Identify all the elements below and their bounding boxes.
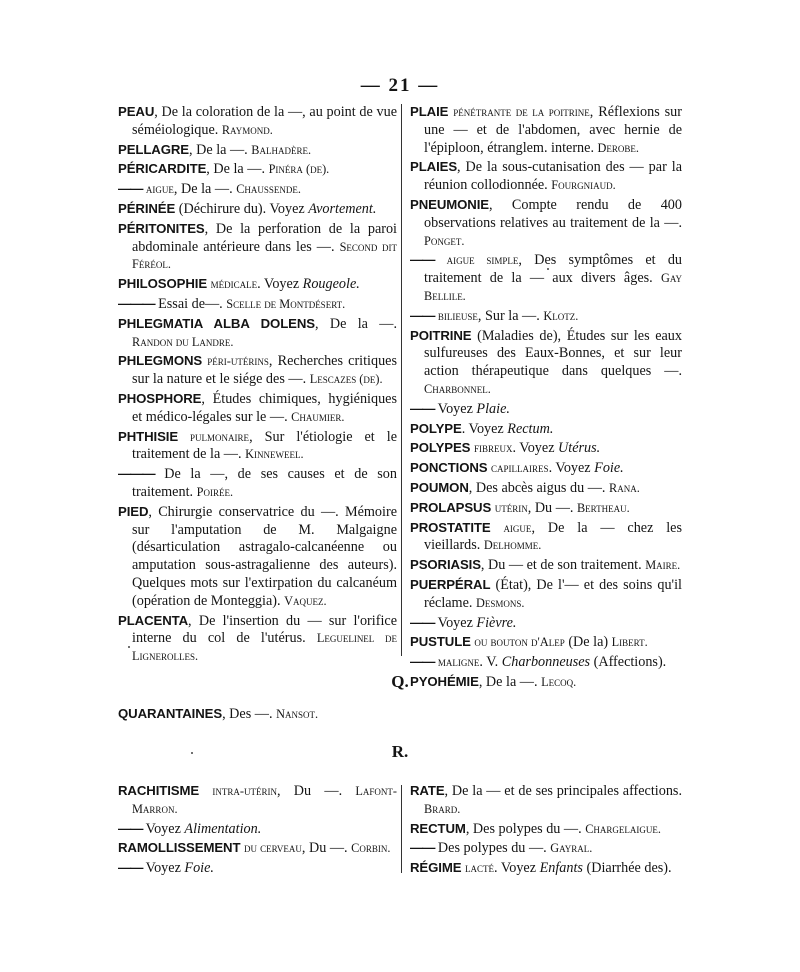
entry-cross-reference: Plaie. xyxy=(476,400,510,417)
entry-qualifier: intra-utérin xyxy=(212,784,277,798)
entry-text: , De la —. xyxy=(478,673,538,690)
section-r-left-column xyxy=(118,782,397,879)
entry-heading: PLAIE xyxy=(410,104,449,119)
entry-heading: —— xyxy=(118,181,143,197)
entry-qualifier: pénétrante de la poitrine xyxy=(453,105,590,119)
entry-author: Klotz. xyxy=(543,308,579,323)
entry-text: Voyez xyxy=(434,614,473,631)
entry-heading: —— xyxy=(410,614,435,630)
entry-heading: —— xyxy=(410,840,435,856)
index-entry xyxy=(410,653,682,672)
index-entry xyxy=(118,839,397,858)
entry-text: , De la — chez les vieillards. xyxy=(424,519,682,554)
entry-text: , Du — et de son traitement. xyxy=(480,557,642,574)
section-letter-r: R. xyxy=(391,742,409,761)
entry-text: , De la perforation de la paroi abdominale antérieure dans les —. xyxy=(132,220,397,255)
entry-author: Derobe. xyxy=(597,140,640,155)
entry-author: Kinneweel. xyxy=(245,447,304,462)
entry-author: Ponget. xyxy=(424,233,465,248)
entry-text: (Maladies de), Études sur les eaux sulfureuses des Eaux-Bonnes, et sur leur action thérapeutique dans quelques —. xyxy=(424,327,682,380)
entry-heading: RAMOLLISSEMENT xyxy=(118,840,241,856)
entry-heading: —— xyxy=(410,654,435,670)
entry-text: , Du —. xyxy=(301,840,348,857)
entry-qualifier: pulmonaire xyxy=(190,429,250,444)
print-speck xyxy=(547,268,549,270)
entry-heading: RATE xyxy=(410,783,445,798)
entry-text: Voyez xyxy=(142,860,181,877)
entry-heading: —— xyxy=(410,307,435,323)
index-entry xyxy=(410,158,682,195)
entry-qualifier: fibreux xyxy=(473,441,513,456)
entry-author: Second dit Féréol. xyxy=(132,239,397,272)
entry-heading: RACHITISME xyxy=(118,783,200,798)
entry-cross-reference: Fièvre. xyxy=(476,614,517,631)
entry-heading: —— xyxy=(410,400,435,416)
entry-heading: —— xyxy=(410,252,435,268)
entry-heading: PÉRITONITES xyxy=(118,220,205,236)
entry-author: Bertheau. xyxy=(576,500,630,515)
index-entry xyxy=(118,200,397,219)
index-entry xyxy=(118,275,397,294)
left-column xyxy=(118,103,397,667)
entry-author: Randon du Landre. xyxy=(132,334,234,349)
index-entry xyxy=(410,103,682,157)
entry-heading: PNEUMONIE xyxy=(410,196,489,212)
entry-text: . Voyez xyxy=(461,420,504,437)
entry-text: (Diarrhée des). xyxy=(582,860,672,877)
entry-text: Essai de—. xyxy=(154,295,223,312)
index-entry xyxy=(410,420,682,439)
entry-qualifier: lacté xyxy=(464,861,494,876)
entry-text: Voyez xyxy=(434,400,473,417)
entry-heading: ——— xyxy=(118,295,155,311)
entry-cross-reference: Rectum. xyxy=(507,420,554,437)
entry-author: Vaquez. xyxy=(284,593,327,608)
entry-cross-reference: Charbonneuses xyxy=(501,654,591,671)
entry-heading: PYOHÉMIE xyxy=(410,673,479,689)
entry-author: Lecoq. xyxy=(541,674,577,689)
entry-heading: POUMON xyxy=(410,479,469,495)
entry-qualifier: du cerveau xyxy=(243,841,302,856)
index-entry xyxy=(410,459,682,478)
index-entry xyxy=(118,295,397,314)
index-entry xyxy=(410,556,682,575)
index-entry xyxy=(118,141,397,160)
entry-heading: QUARANTAINES xyxy=(118,706,223,721)
index-entry xyxy=(410,820,682,839)
index-entry xyxy=(410,839,682,858)
entry-text: Des polypes du —. xyxy=(434,840,547,857)
entry-text: (Déchirure du). Voyez xyxy=(175,200,305,217)
index-entry xyxy=(118,315,397,352)
entry-cross-reference: Foie. xyxy=(594,460,624,477)
index-entry xyxy=(410,439,682,458)
entry-text: , De la —. xyxy=(314,315,397,332)
entry-heading: POLYPES xyxy=(410,440,471,456)
index-entry xyxy=(118,706,318,722)
section-r-right-column xyxy=(410,782,682,879)
entry-author: Libert. xyxy=(611,635,648,650)
entry-author: Nansot. xyxy=(276,707,319,721)
entry-author: Raymond. xyxy=(221,122,273,137)
entry-text: , Chirurgie conservatrice du —. Mémoire sur l'amputation de M. Malgaigne (désarticulation astragalo-calcanéenne ou amputation sous-astragalienne des auteurs). Quelques mots sur l'extirpation du calcanéum (opération de Monteggia). xyxy=(132,503,397,609)
entry-heading: PHOSPHORE xyxy=(118,390,202,406)
entry-text: (Affections). xyxy=(590,654,667,671)
entry-heading: RECTUM xyxy=(410,820,466,836)
entry-author: Fourgniaud. xyxy=(551,178,616,193)
entry-heading: —— xyxy=(118,860,143,876)
index-entry xyxy=(118,503,397,611)
entry-text: , De la —. xyxy=(173,181,233,198)
entry-cross-reference: Foie. xyxy=(184,860,214,877)
entry-heading: PELLAGRE xyxy=(118,141,190,157)
index-entry xyxy=(118,160,397,179)
index-entry xyxy=(118,820,397,839)
entry-text: , De la —. xyxy=(206,161,266,178)
entry-author: Lescazes (de). xyxy=(309,372,383,387)
index-entry xyxy=(410,499,682,518)
entry-qualifier: péri-utérins xyxy=(207,354,269,369)
entry-qualifier: aigue xyxy=(503,520,532,535)
entry-text: , Du —. xyxy=(276,783,343,799)
entry-text: (État), De l'— et des soins qu'il réclame. xyxy=(424,576,682,611)
entry-qualifier: médicale xyxy=(210,277,258,292)
entry-heading: POLYPE xyxy=(410,420,462,436)
entry-text: , Du —. xyxy=(527,499,574,516)
entry-author: Charbonnel. xyxy=(424,381,491,396)
entry-text: , Sur l'étiologie et le traitement de la —. xyxy=(132,428,397,463)
entry-heading: PLAIES xyxy=(410,159,458,175)
index-entry xyxy=(410,633,682,652)
entry-text: , Sur la —. xyxy=(477,307,540,324)
entry-text: . Voyez xyxy=(257,276,300,293)
entry-heading: RÉGIME xyxy=(410,860,462,876)
entry-heading: PÉRICARDITE xyxy=(118,161,207,177)
entry-text: , Recherches critiques sur la nature et le siége des —. xyxy=(132,353,398,388)
entry-heading: PLACENTA xyxy=(118,612,189,628)
entry-text: De la —, de ses causes et de son traitement. xyxy=(132,466,397,500)
entry-text: , Des polypes du —. xyxy=(465,820,582,837)
entry-author: Chargelaigue. xyxy=(585,821,661,836)
entry-author: Delhomme. xyxy=(483,538,542,553)
entry-author: Gayral. xyxy=(550,841,593,856)
entry-author: Rana. xyxy=(609,480,640,495)
entry-cross-reference: Alimentation. xyxy=(184,820,262,837)
entry-cross-reference: Avortement. xyxy=(308,200,377,217)
entry-text: . Voyez xyxy=(548,460,591,477)
index-entry xyxy=(118,390,397,427)
entry-qualifier: bilieuse xyxy=(437,308,478,323)
section-letter-q: Q. xyxy=(391,672,409,691)
entry-heading: PROSTATITE xyxy=(410,519,491,535)
entry-text: Voyez xyxy=(142,820,181,837)
entry-text: , De la —. xyxy=(189,141,248,158)
entry-qualifier: aigue xyxy=(145,182,174,197)
entry-qualifier: maligne xyxy=(437,655,480,670)
entry-heading: PHLEGMONS xyxy=(118,353,203,369)
index-entry xyxy=(118,220,397,274)
entry-author: Chaussende. xyxy=(236,182,301,197)
entry-heading: POITRINE xyxy=(410,327,472,343)
index-entry xyxy=(118,859,397,878)
entry-author: Balhadère. xyxy=(251,142,312,157)
page-number: — 21 — xyxy=(360,75,440,96)
entry-author: Poirée. xyxy=(196,484,234,499)
entry-text: . Voyez xyxy=(512,440,555,457)
entry-heading: PEAU xyxy=(118,104,155,119)
entry-author: Lafont-Marron. xyxy=(132,784,398,816)
entry-text: , De l'insertion du — sur l'orifice interne du col de l'utérus. xyxy=(132,612,397,647)
entry-heading: PÉRINÉE xyxy=(118,200,176,216)
entry-author: Maire. xyxy=(645,558,681,573)
entry-heading: —— xyxy=(118,820,143,836)
index-entry xyxy=(118,180,397,199)
entry-text: , Des —. xyxy=(222,706,273,722)
entry-heading: PUERPÉRAL xyxy=(410,576,491,592)
entry-text: , De la coloration de la —, au point de vue séméiologique. xyxy=(132,104,397,138)
entry-text: . Voyez xyxy=(493,860,537,877)
index-entry xyxy=(410,614,682,633)
section-q-entry xyxy=(118,706,318,723)
entry-author: Chaumier. xyxy=(291,409,345,424)
index-entry xyxy=(410,307,682,326)
index-entry xyxy=(410,251,682,305)
entry-heading: PSORIASIS xyxy=(410,557,481,573)
entry-author: Desmons. xyxy=(475,595,525,610)
index-entry xyxy=(410,782,682,819)
index-entry xyxy=(410,576,682,613)
index-entry xyxy=(410,859,682,878)
entry-cross-reference: Utérus. xyxy=(558,440,601,457)
entry-heading: ——— xyxy=(118,466,155,482)
index-entry xyxy=(410,400,682,419)
entry-author: Leguelinel de Lignerolles. xyxy=(132,631,397,664)
print-speck xyxy=(128,646,130,648)
column-divider xyxy=(401,104,402,656)
entry-qualifier: ou bouton d'Alep xyxy=(474,635,565,650)
entry-heading: PIED xyxy=(118,503,149,519)
index-entry xyxy=(410,327,682,399)
entry-author: Scelle de Montdésert. xyxy=(226,296,346,311)
entry-text: , Des symptômes et du traitement de la — aux divers âges. xyxy=(424,252,683,287)
entry-cross-reference: Enfants xyxy=(539,860,583,877)
right-column xyxy=(410,103,682,693)
entry-heading: PHILOSOPHIE xyxy=(118,276,208,292)
index-entry xyxy=(118,428,397,465)
entry-heading: PHLEGMATIA ALBA DOLENS xyxy=(118,315,315,331)
print-speck xyxy=(191,752,193,754)
entry-heading: PONCTIONS xyxy=(410,460,488,476)
entry-author: Gay Bellile. xyxy=(424,271,683,303)
index-entry xyxy=(410,479,682,498)
entry-text: (De la) xyxy=(564,634,609,651)
entry-qualifier: utérin xyxy=(494,500,528,515)
entry-cross-reference: Rougeole. xyxy=(302,276,360,293)
index-entry xyxy=(118,465,397,502)
entry-text: . V. xyxy=(479,654,499,671)
column-divider-r xyxy=(401,785,402,873)
index-entry xyxy=(410,196,682,250)
entry-text: , De la sous-cutanisation des — par la réunion collodionnée. xyxy=(424,159,682,194)
entry-heading: PHTHISIE xyxy=(118,428,179,444)
index-entry xyxy=(118,612,397,666)
entry-heading: PUSTULE xyxy=(410,634,471,650)
index-entry xyxy=(410,519,682,556)
entry-text: , Compte rendu de 400 observations relatives au traitement de la —. xyxy=(424,196,682,231)
entry-text: , Des abcès aigus du —. xyxy=(468,479,606,496)
entry-text: , Études chimiques, hygiéniques et médico-légales sur le —. xyxy=(132,390,397,425)
index-entry xyxy=(118,103,397,140)
entry-qualifier: capillaires xyxy=(491,461,549,476)
entry-heading: PROLAPSUS xyxy=(410,499,492,515)
entry-qualifier: aigue simple xyxy=(446,253,519,268)
index-entry xyxy=(118,782,397,819)
entry-text: , Réflexions sur une — et de l'abdomen, avec hernie de l'épiploon, étranglem. interne. xyxy=(424,104,683,156)
entry-author: Corbin. xyxy=(351,841,391,856)
entry-author: Brard. xyxy=(424,801,461,816)
index-entry xyxy=(118,352,397,389)
entry-author: Pinéra (de). xyxy=(268,162,330,177)
entry-text: , De la — et de ses principales affections. xyxy=(444,783,682,799)
